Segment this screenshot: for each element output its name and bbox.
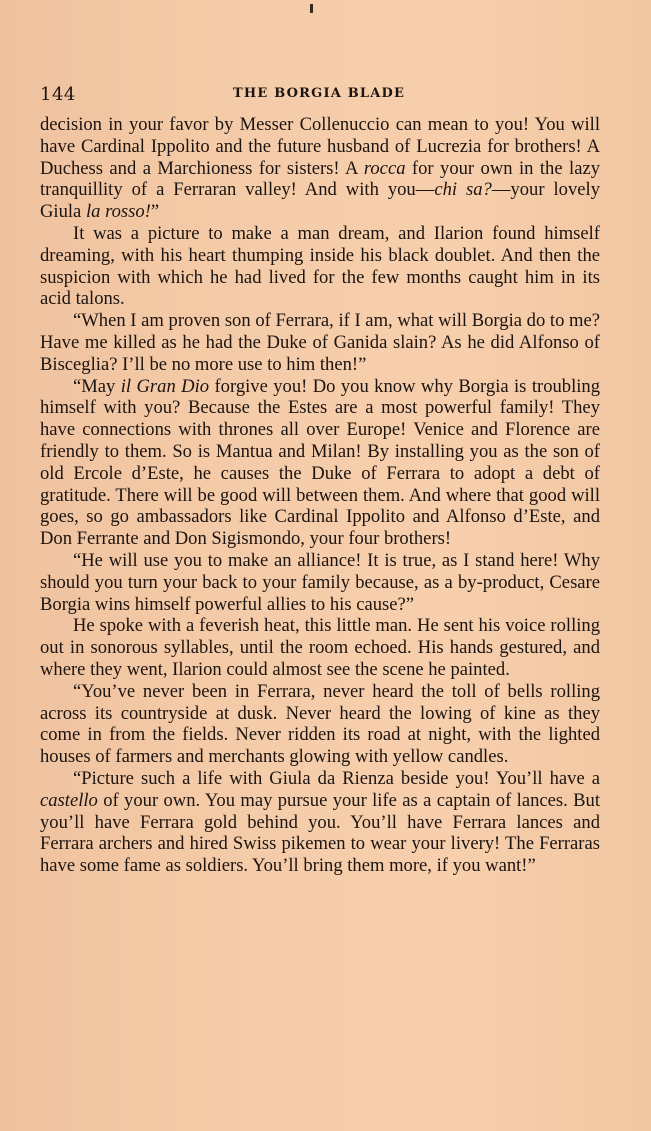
- book-title: THE BORGIA BLADE: [233, 86, 406, 101]
- paragraph: “You’ve never been in Ferrara, never heard the toll of bells rolling across its countryside at dusk. Never heard the lowing of kine as they come in from the fields. Never ridden its road at night, with the lighted houses of farmers and merchants glowing with yellow candles.: [40, 680, 600, 768]
- paragraph: It was a picture to make a man dream, and Ilarion found himself dreaming, with his heart thumping inside his black doublet. And then the suspicion with which he had lived for the few months caught him in its acid talons.: [40, 222, 600, 310]
- page-number: 144: [40, 84, 76, 105]
- paragraph: He spoke with a feverish heat, this little man. He sent his voice rolling out in sonorous syllables, until the room echoed. His hands gestured, and where they went, Ilarion could almost see the scene he painted.: [40, 615, 600, 680]
- paragraph: “Picture such a life with Giula da Rienza beside you! You’ll have a castello of your own. You may pursue your life as a captain of lances. But you’ll have Ferrara gold behind you. You’ll have Ferrara lances and Ferrara archers and hired Swiss pikemen to wear your livery! The Ferraras have some fame as soldiers. You’ll bring them more, if you want!”: [40, 767, 600, 877]
- paragraph: decision in your favor by Messer Collenuccio can mean to you! You will have Cardinal Ippolito and the future husband of Lucrezia for brothers! A Duchess and a Marchioness for sisters! A rocca for your own in the lazy tranquillity of a Ferraran valley! And with you—chi sa?—your lovely Giula la rosso!”: [40, 114, 600, 223]
- paragraph: “May il Gran Dio forgive you! Do you know why Borgia is troubling himself with you? Because the Estes are a most powerful family! They have connections with thrones all over Europe! Venice and Florence are friendly to them. So is Mantua and Milan! By installing you as the son of old Ercole d’Este, he causes the Duke of Ferrara to adopt a debt of gratitude. There will be good will between them. And where that good will goes, so go ambassadors like Cardinal Ippolito and Alfonso d’Este, and Don Ferrante and Don Sigismondo, your four brothers!: [40, 375, 601, 550]
- ink-mark: [310, 4, 313, 13]
- body-text: [40, 114, 600, 877]
- paragraph: “When I am proven son of Ferrara, if I am, what will Borgia do to me? Have me killed as he had the Duke of Ganida slain? As he did Alfonso of Bisceglia? I’ll be no more use to him then!”: [40, 310, 600, 375]
- running-head: [40, 84, 600, 108]
- paragraph: “He will use you to make an alliance! It is true, as I stand here! Why should you turn your back to your family because, as a by-product, Cesare Borgia wins himself powerful allies to his cause?”: [40, 549, 600, 615]
